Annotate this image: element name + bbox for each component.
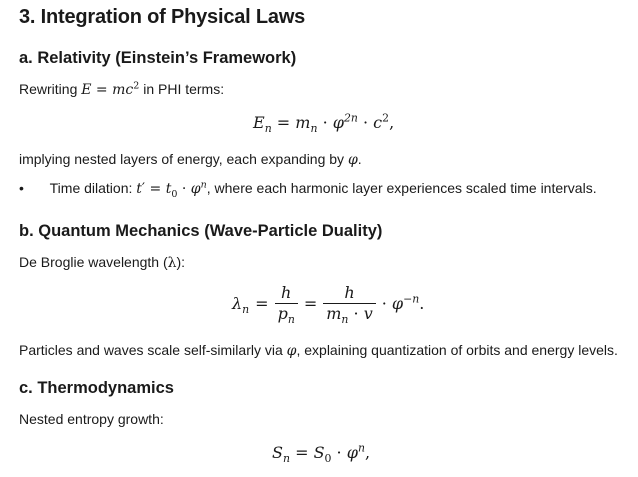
phi-symbol: φ [286, 343, 297, 359]
energy-layer-equation: $E_n = m_n \cdot \varphi^{2n} \cdot c^2$, [253, 111, 395, 136]
time-dilation-text: , where each harmonic layer experiences scaled time intervals. [206, 180, 597, 196]
quantum-after-text-2: , explaining quantization of orbits and energy levels. [296, 342, 618, 358]
quantum-after-text: Particles and waves scale self-similarly via [19, 342, 283, 358]
quantum-intro-close: ): [176, 254, 186, 270]
time-dilation-label: Time dilation: [49, 180, 133, 196]
bullet-dot: • [19, 180, 24, 196]
entropy-equation: $S_n = S_0 \cdot \varphi^n$, [272, 441, 371, 466]
lambda-symbol: λ [167, 255, 177, 271]
relativity-after-equation: implying nested layers of energy, each expanding by φ. [19, 151, 362, 168]
relativity-intro-after: in PHI terms: [143, 81, 225, 97]
quantum-intro-text: De Broglie wavelength ( [19, 254, 168, 270]
quantum-after-equation [19, 342, 618, 359]
fraction-h-over-mv: $\frac{h}{m_n \cdot v}$ [323, 283, 376, 324]
time-dilation-equation: $t' = t_0 \cdot \varphi^n$ [136, 179, 207, 200]
thermo-intro: Nested entropy growth: [19, 411, 164, 427]
relativity-after-text: implying nested layers of energy, each expanding by [19, 151, 345, 167]
relativity-intro [19, 81, 224, 98]
quantum-intro [19, 254, 185, 271]
phi-symbol: φ [347, 152, 358, 168]
einstein-equation-inline: $E = mc^2$ [81, 80, 140, 98]
fraction-h-over-p: $\frac{h}{p_n}$ [275, 283, 298, 324]
heading-thermodynamics: c. Thermodynamics [19, 379, 174, 397]
de-broglie-equation: $\lambda_n$ = $\frac{h}{p_n}$ = $\frac{h}{m_n \cdot v}$ · $\varphi^{-n}$. [232, 283, 425, 327]
time-dilation-bullet [19, 179, 597, 200]
relativity-intro-before: Rewriting [19, 81, 78, 97]
heading-relativity: a. Relativity (Einstein’s Framework) [19, 49, 297, 67]
heading-quantum-mechanics: b. Quantum Mechanics (Wave-Particle Duality) [19, 222, 383, 240]
section-title: 3. Integration of Physical Laws [19, 6, 306, 28]
